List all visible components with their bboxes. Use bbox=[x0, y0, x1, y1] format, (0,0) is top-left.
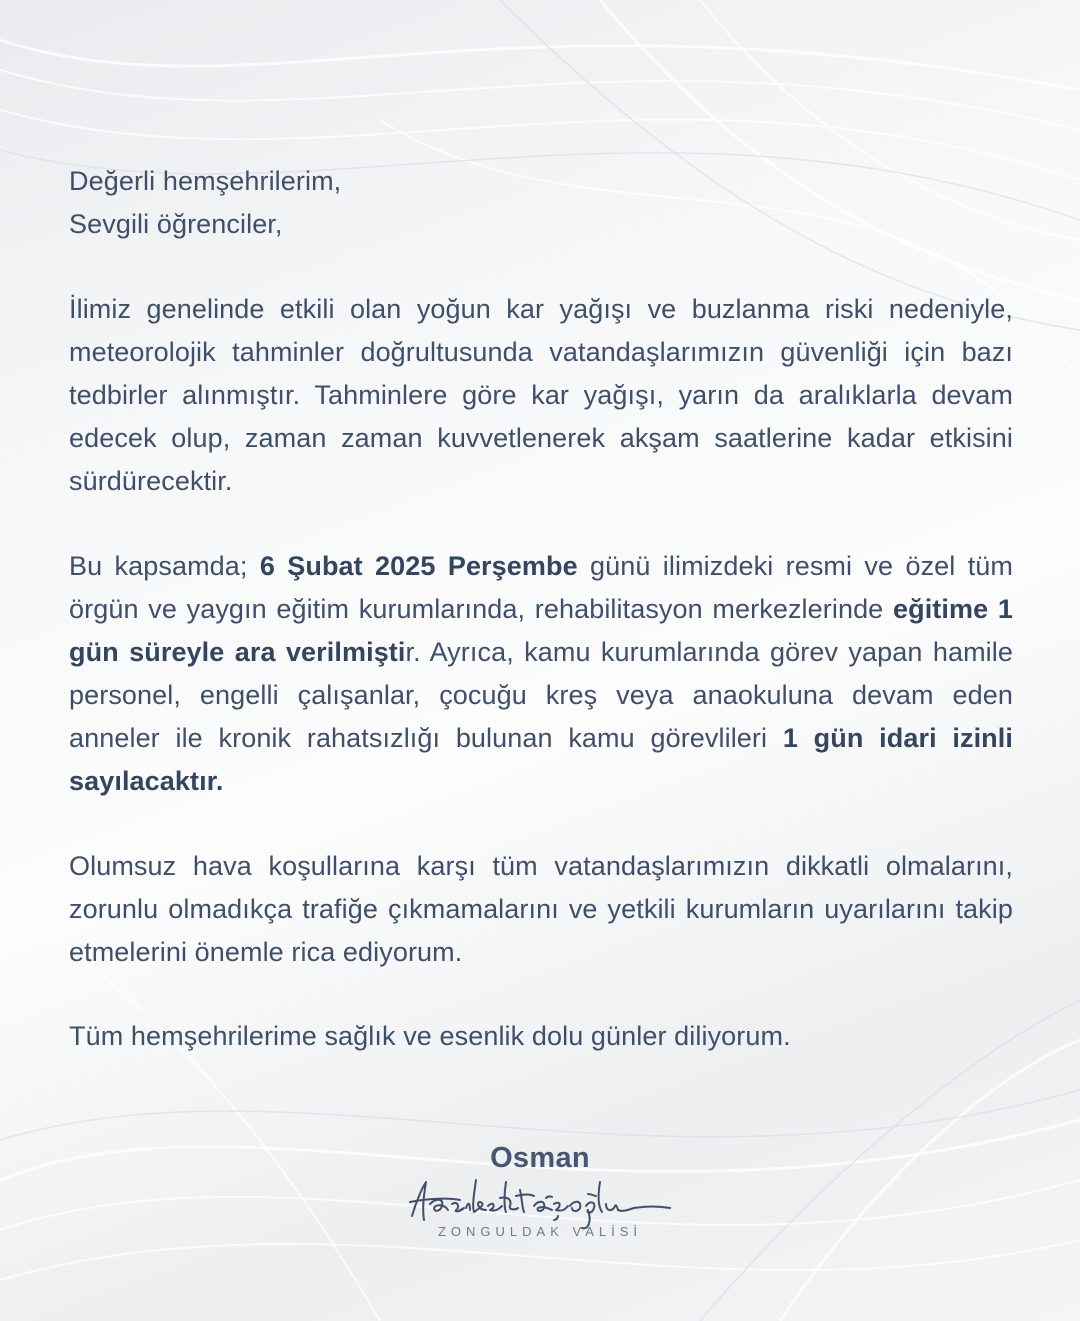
signature-title: ZONGULDAK VALİSİ bbox=[437, 1224, 642, 1239]
paragraph-weather-warning: İlimiz genelinde etkili olan yoğun kar yağışı ve buzlanma riski nedeniyle, meteorolojik tahminler doğrultusunda vatandaşlarımızın güvenliği için bazı tedbirler alınmıştır. Tahminlere göre kar yağışı, yarın da aralıklarla devam edecek olup, zaman zaman kuvvetlenerek akşam saatlerine kadar etkisini sürdürecektir. bbox=[69, 294, 1013, 496]
paragraph-measures bbox=[69, 545, 1013, 803]
greeting bbox=[69, 160, 1013, 246]
greeting-line-2: Sevgili öğrenciler, bbox=[69, 209, 283, 239]
letter-body bbox=[69, 160, 1013, 1058]
measures-text-1: Bu kapsamda; bbox=[69, 551, 260, 581]
measures-text-2: günü ilimizdeki resmi ve özel tüm örgün ve yaygın eğitim kurumlarında, rehabilitasyon merkezlerinde bbox=[69, 551, 1013, 624]
greeting-line-1: Değerli hemşehrilerim, bbox=[69, 166, 342, 196]
measures-school-break: eğitime 1 gün süreyle ara verilmişti bbox=[69, 594, 1013, 667]
measures-date: 6 Şubat 2025 Perşembe bbox=[259, 551, 578, 581]
signature-first-name: Osman bbox=[490, 1142, 590, 1174]
paragraph-caution: Olumsuz hava koşullarına karşı tüm vatandaşlarımızın dikkatli olmalarını, zorunlu olmadıkça trafiğe çıkmamalarını ve yetkili kurumların uyarılarını takip etmelerini önemle rica ediyorum. bbox=[69, 851, 1013, 967]
measures-admin-leave: 1 gün idari izinli sayılacaktır. bbox=[69, 723, 1013, 796]
measures-text-3: r. Ayrıca, kamu kurumlarında görev yapan hamile personel, engelli çalışanlar, çocuğu kreş veya anaokuluna devam eden anneler ile kronik rahatsızlığı bulunan kamu görevlileri bbox=[69, 637, 1013, 753]
signature-block bbox=[400, 1138, 680, 1248]
closing-line: Tüm hemşehrilerime sağlık ve esenlik dolu günler diliyorum. bbox=[69, 1021, 791, 1051]
